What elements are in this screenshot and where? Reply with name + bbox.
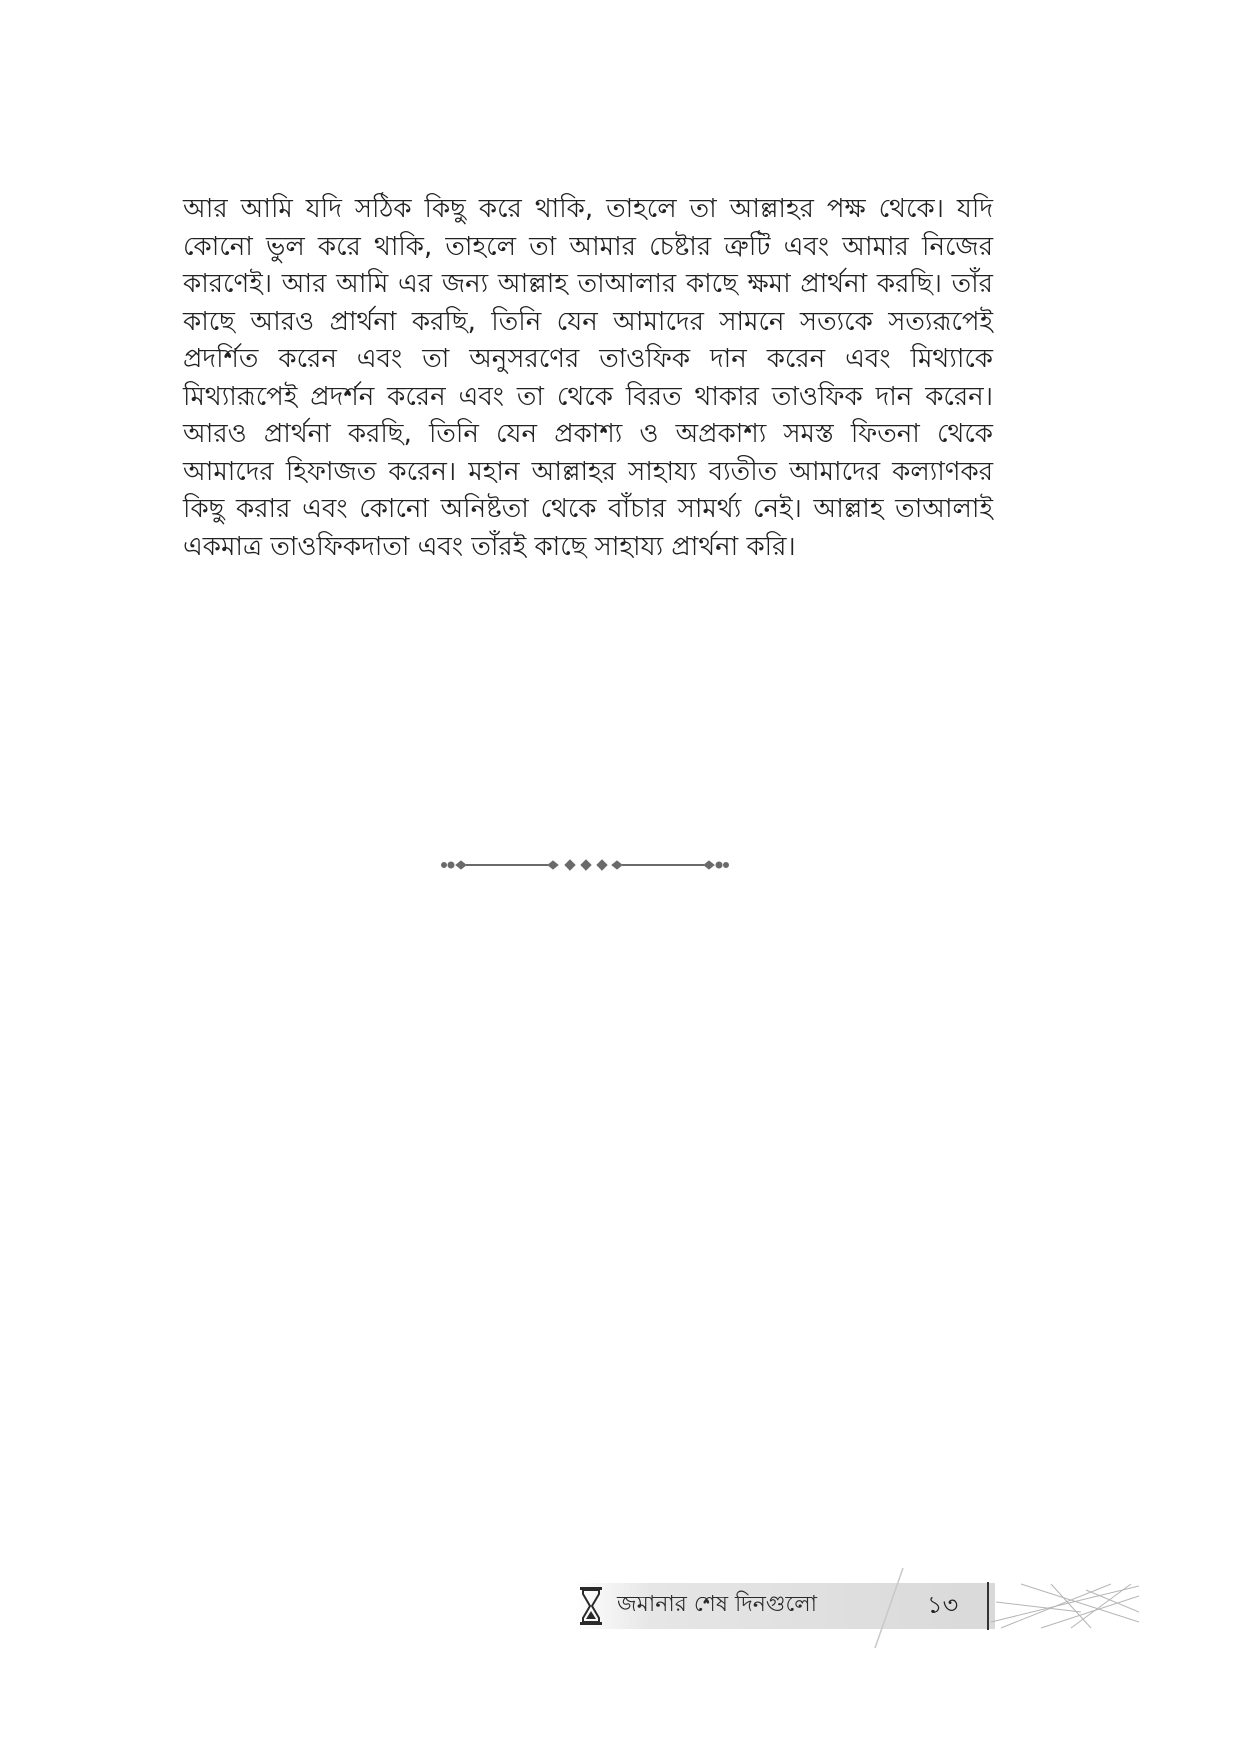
section-divider-ornament (440, 855, 740, 875)
page-footer (575, 1568, 1155, 1648)
running-title: জমানার শেষ দিনগুলো (617, 1592, 818, 1617)
body-paragraph: আর আমি যদি সঠিক কিছু করে থাকি, তাহলে তা আল্লাহর পক্ষ থেকে। যদি কোনো ভুল করে থাকি, তাহলে তা আমার চেষ্টার ত্রুটি এবং আমার নিজের কারণেই। আর আমি এর জন্য আল্লাহ তাআলার কাছে ক্ষমা প্রার্থনা করছি। তাঁর কাছে আরও প্রার্থনা করছি, তিনি যেন আমাদের সামনে সত্যকে সত্যরূপেই প্রদর্শিত করেন এবং তা অনুসরণের তাওফিক দান করেন এবং মিথ্যাকে মিথ্যারূপেই প্রদর্শন করেন এবং তা থেকে বিরত থাকার তাওফিক দান করেন। আরও প্রার্থনা করছি, তিনি যেন প্রকাশ্য ও অপ্রকাশ্য সমস্ত ফিতনা থেকে আমাদের হিফাজত করেন। মহান আল্লাহর সাহায্য ব্যতীত আমাদের কল্যাণকর কিছু করার এবং কোনো অনিষ্টতা থেকে বাঁচার সামর্থ্য নেই। আল্লাহ তাআলাই একমাত্র তাওফিকদাতা এবং তাঁরই কাছে সাহায্য প্রার্থনা করি। (183, 194, 993, 562)
hourglass-icon (579, 1586, 603, 1626)
footer-line-pattern (991, 1582, 1139, 1630)
page-number: ১৩ (927, 1591, 959, 1619)
footer-vertical-rule (987, 1582, 989, 1630)
